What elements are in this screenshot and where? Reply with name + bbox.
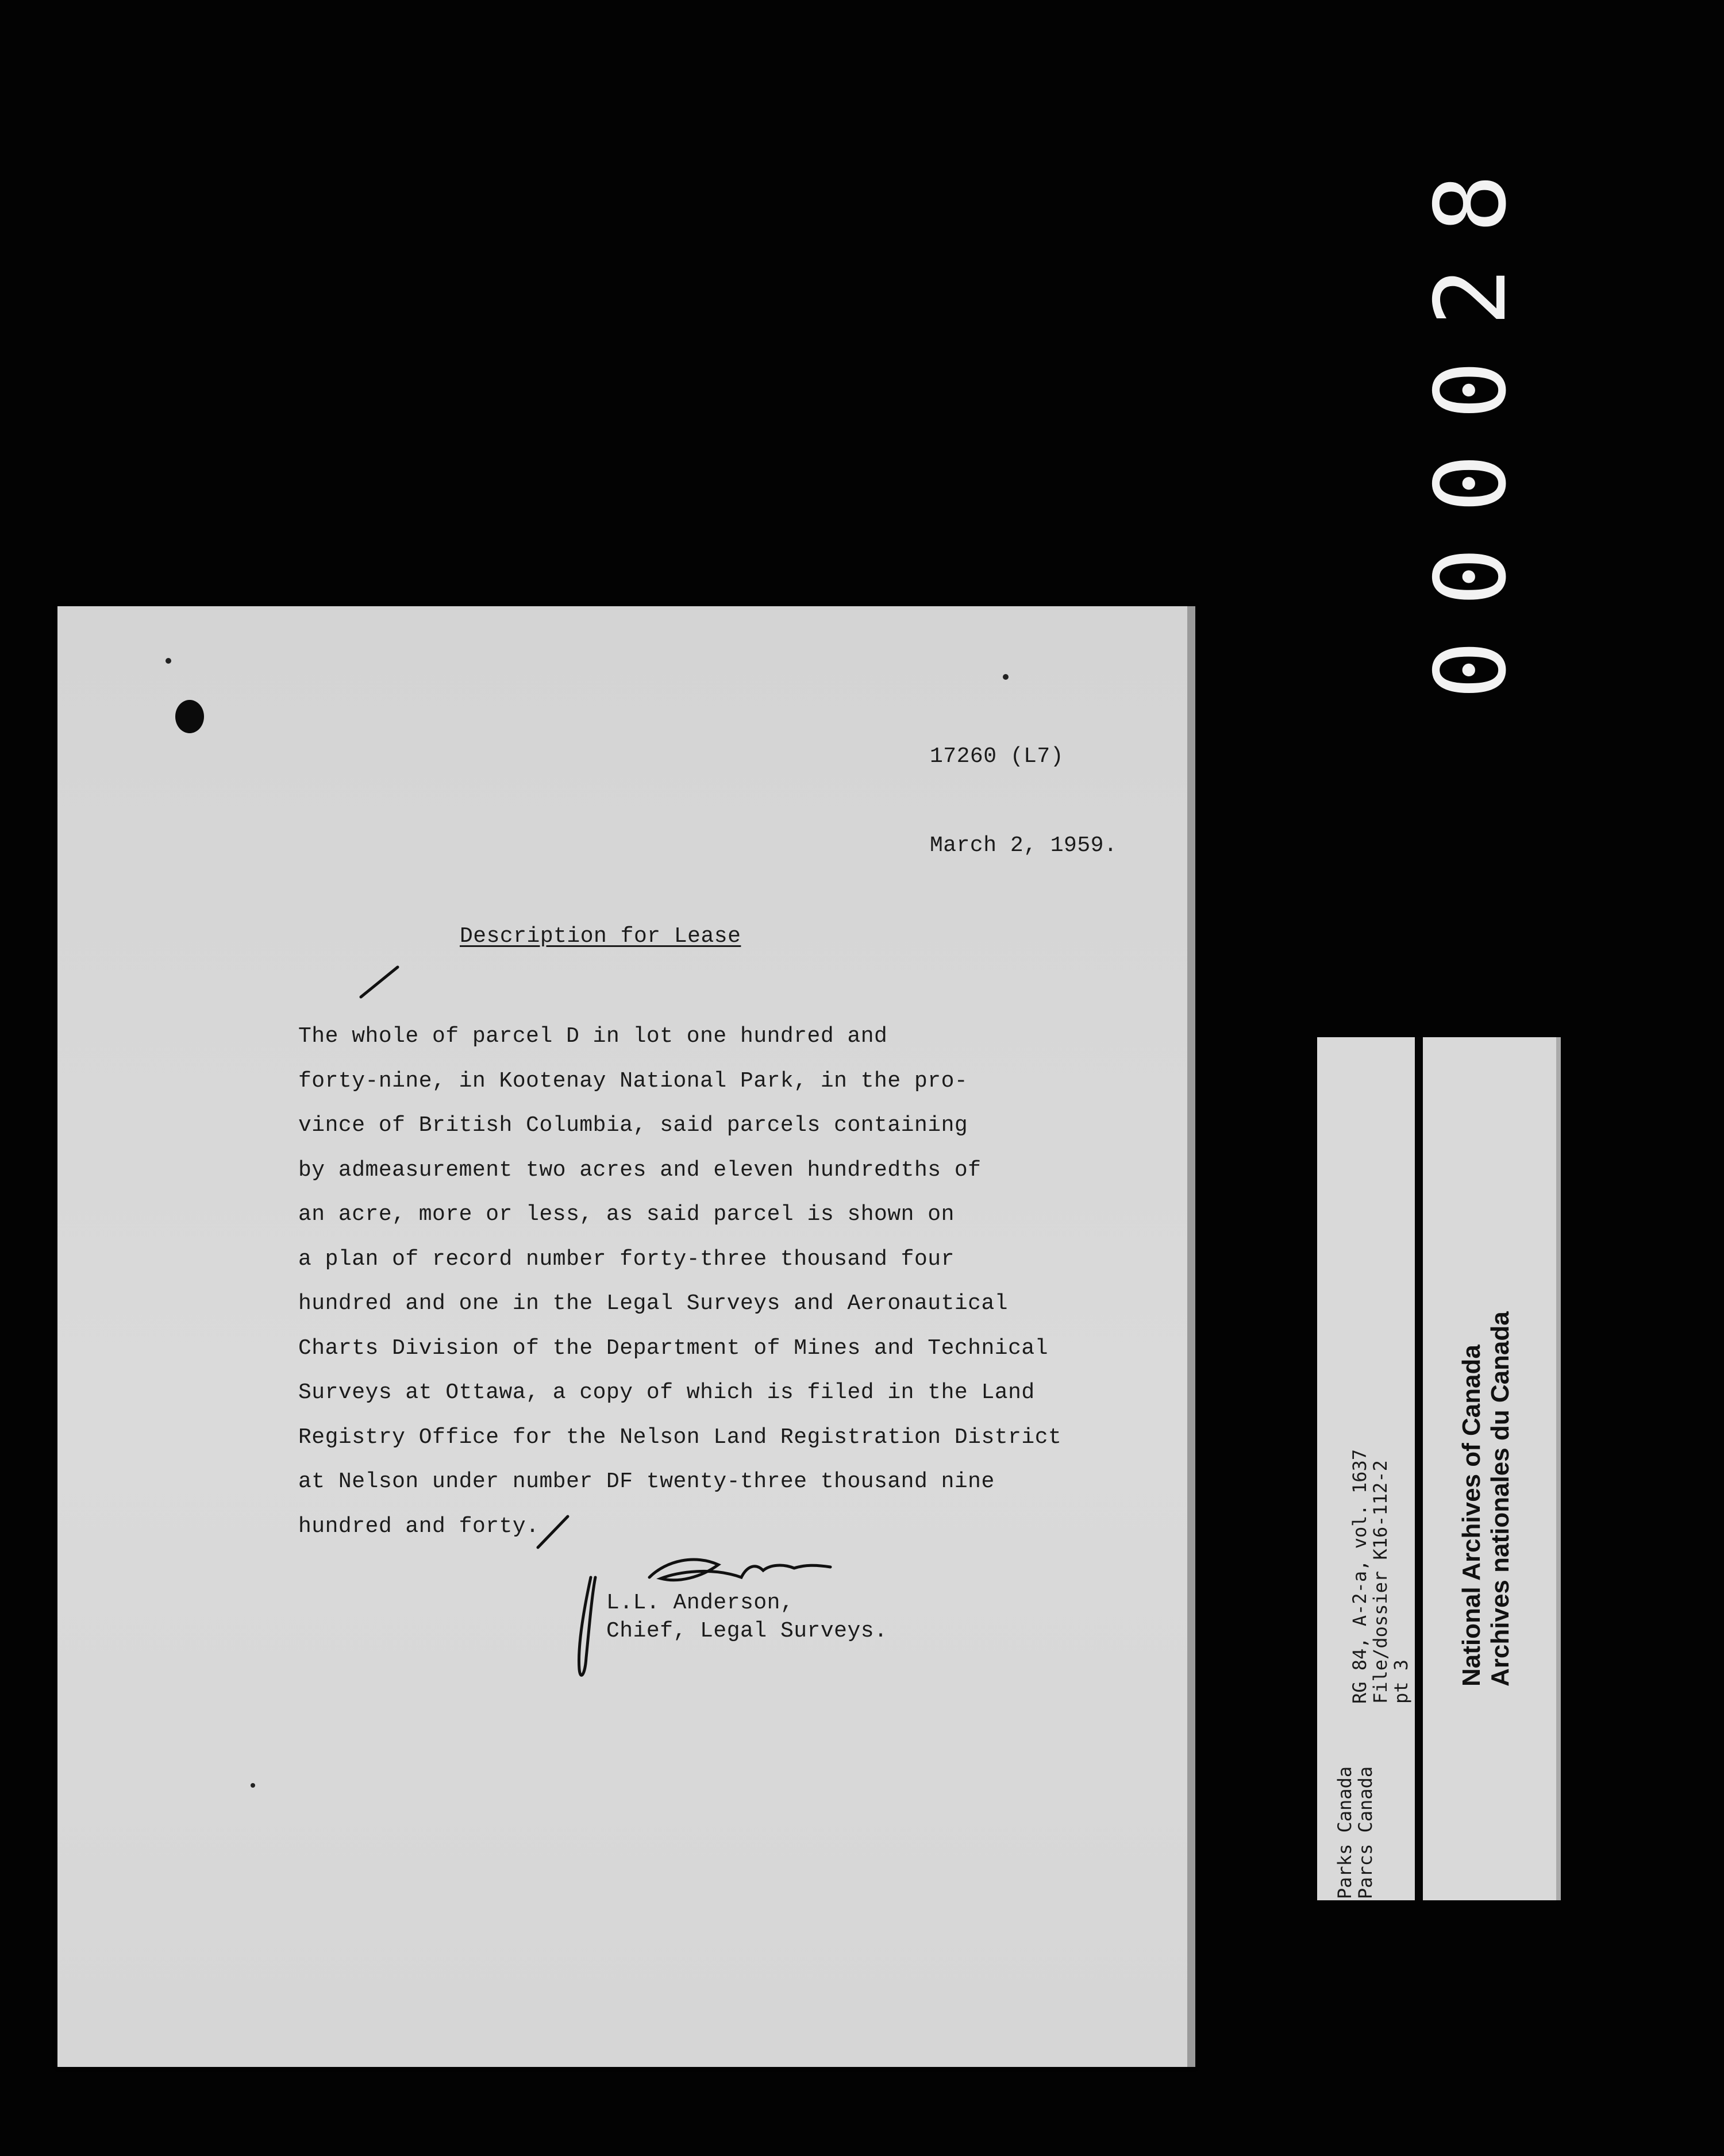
body-line: The whole of parcel D in lot one hundred and bbox=[298, 1024, 888, 1049]
reference-file: File/dossier K16-112-2 bbox=[1369, 1460, 1391, 1704]
document-page bbox=[57, 606, 1195, 2067]
label-divider bbox=[1415, 1037, 1423, 1900]
body-line: a plan of record number forty-three thousand four bbox=[298, 1246, 955, 1272]
archives-name-fr: Archives nationales du Canada bbox=[1486, 1311, 1514, 1687]
paper-speck bbox=[166, 658, 171, 664]
frame-number-text: 000028 bbox=[1414, 139, 1528, 700]
agency-name-en: Parks Canada bbox=[1334, 1766, 1356, 1899]
agency-name-fr: Parcs Canada bbox=[1354, 1766, 1376, 1899]
body-line: hundred and one in the Legal Surveys and Aeronautical bbox=[298, 1291, 1009, 1316]
body-line: forty-nine, in Kootenay National Park, in the pro- bbox=[298, 1068, 968, 1094]
description-body bbox=[298, 1014, 1061, 1549]
label-edge bbox=[1556, 1037, 1561, 1900]
body-line: vince of British Columbia, said parcels containing bbox=[298, 1113, 968, 1138]
body-line: at Nelson under number DF twenty-three thousand nine bbox=[298, 1469, 995, 1494]
archive-reference bbox=[1349, 1449, 1411, 1704]
signatory-name: L.L. Anderson, bbox=[606, 1591, 794, 1615]
microfilm-frame-number bbox=[1414, 139, 1529, 700]
reference-record-group: RG 84, A-2-a, vol. 1637 bbox=[1349, 1449, 1371, 1704]
file-reference: 17260 (L7) bbox=[930, 744, 1064, 769]
body-line: by admeasurement two acres and eleven hundredths of bbox=[298, 1157, 982, 1183]
body-line: hundred and forty. bbox=[298, 1514, 540, 1539]
punch-hole bbox=[175, 700, 204, 733]
document-date: March 2, 1959. bbox=[930, 833, 1118, 858]
body-line: Registry Office for the Nelson Land Registration District bbox=[298, 1424, 1062, 1450]
body-line: Charts Division of the Department of Mines and Technical bbox=[298, 1335, 1049, 1361]
handwritten-signature bbox=[649, 1560, 830, 1580]
agency-label bbox=[1334, 1766, 1376, 1899]
document-heading: Description for Lease bbox=[460, 924, 741, 949]
paper-speck bbox=[251, 1783, 255, 1788]
check-mark-start bbox=[361, 967, 398, 997]
paper-speck bbox=[1003, 674, 1009, 680]
body-line: an acre, more or less, as said parcel is shown on bbox=[298, 1202, 955, 1227]
archives-name bbox=[1457, 1311, 1515, 1687]
archives-name-en: National Archives of Canada bbox=[1457, 1345, 1486, 1687]
reference-part: pt 3 bbox=[1390, 1659, 1412, 1704]
archive-label bbox=[1317, 1037, 1561, 1900]
signatory-title: Chief, Legal Surveys. bbox=[606, 1619, 888, 1643]
body-line: Surveys at Ottawa, a copy of which is filed in the Land bbox=[298, 1380, 1035, 1405]
initial-stroke bbox=[579, 1577, 595, 1675]
